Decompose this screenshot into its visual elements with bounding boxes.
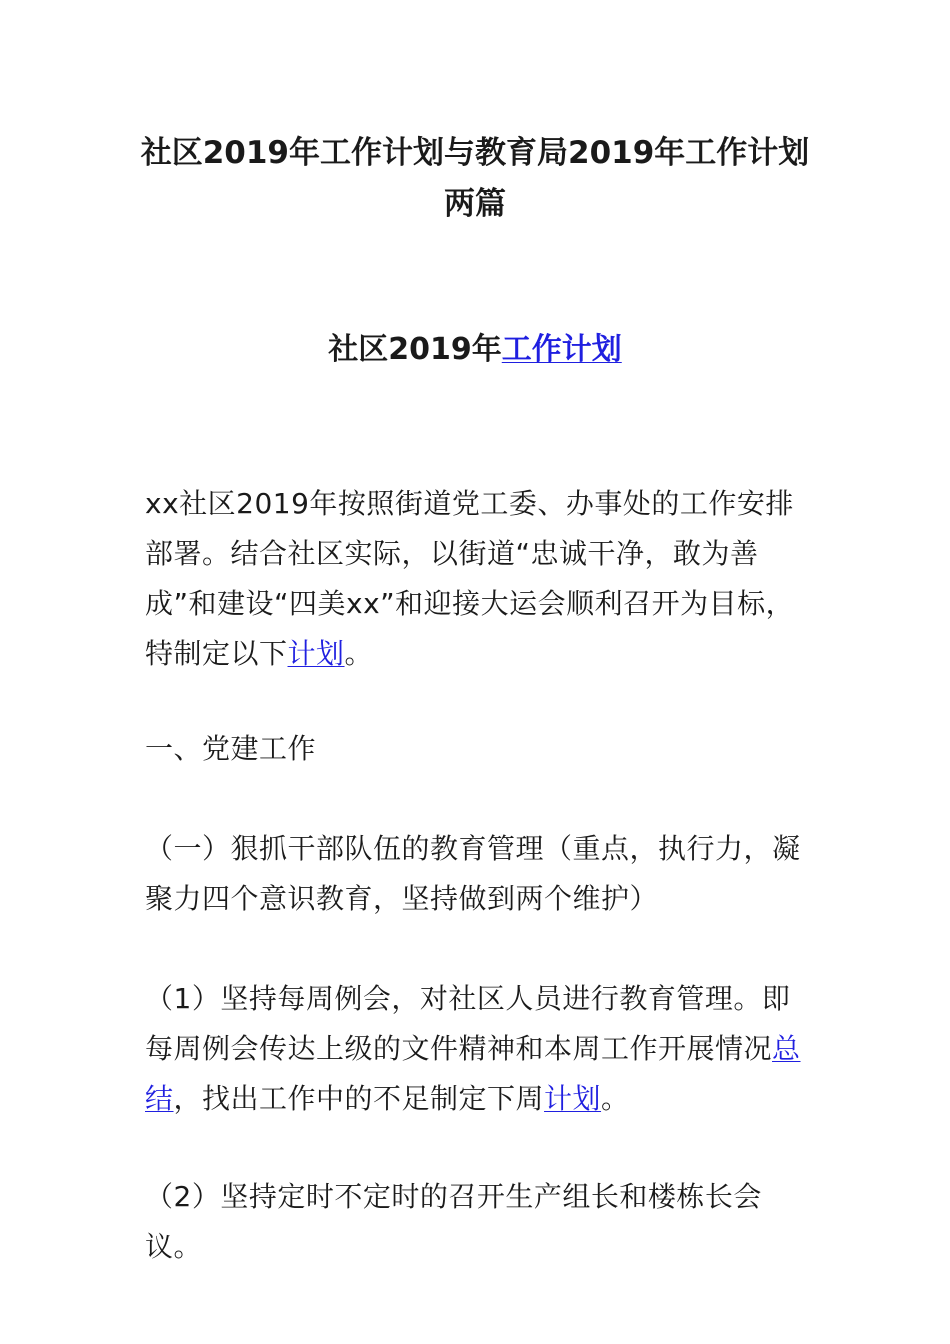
document-title: 社区2019年工作计划与教育局2019年工作计划两篇 — [140, 135, 810, 222]
item-weekly-text: （1）坚持每周例会，对社区人员进行教育管理。即每周例会传达上级的文件精神和本周工作开展情况 — [145, 982, 791, 1065]
intro-paragraph — [145, 479, 815, 679]
item-weekly-meeting — [145, 974, 815, 1124]
subheading-cadre-education: （一）狠抓干部队伍的教育管理（重点，执行力，凝聚力四个意识教育，坚持做到两个维护） — [145, 832, 801, 915]
heading-party-building: 一、党建工作 — [145, 732, 317, 765]
section-title-link[interactable]: 工作计划 — [501, 332, 622, 367]
plan-link[interactable]: 计划 — [287, 637, 345, 670]
section-title — [140, 328, 810, 372]
item-group-leader-meeting: （2）坚持定时不定时的召开生产组长和楼栋长会议。 — [145, 1180, 762, 1263]
intro-end: 。 — [344, 637, 374, 670]
item-weekly-end: 。 — [601, 1082, 630, 1115]
plan-link-2[interactable]: 计划 — [544, 1082, 602, 1115]
intro-text: xx社区2019年按照街道党工委、办事处的工作安排部署。结合社区实际，以街道“忠诚干净，敢为善成”和建设“四美xx”和迎接大运会顺利召开为目标，特制定以下 — [145, 487, 795, 670]
summary-link[interactable]: 总结 — [145, 1032, 801, 1115]
item-weekly-mid: ，找出工作中的不足制定下周 — [173, 1082, 545, 1115]
section-title-prefix: 社区2019年 — [328, 332, 502, 367]
